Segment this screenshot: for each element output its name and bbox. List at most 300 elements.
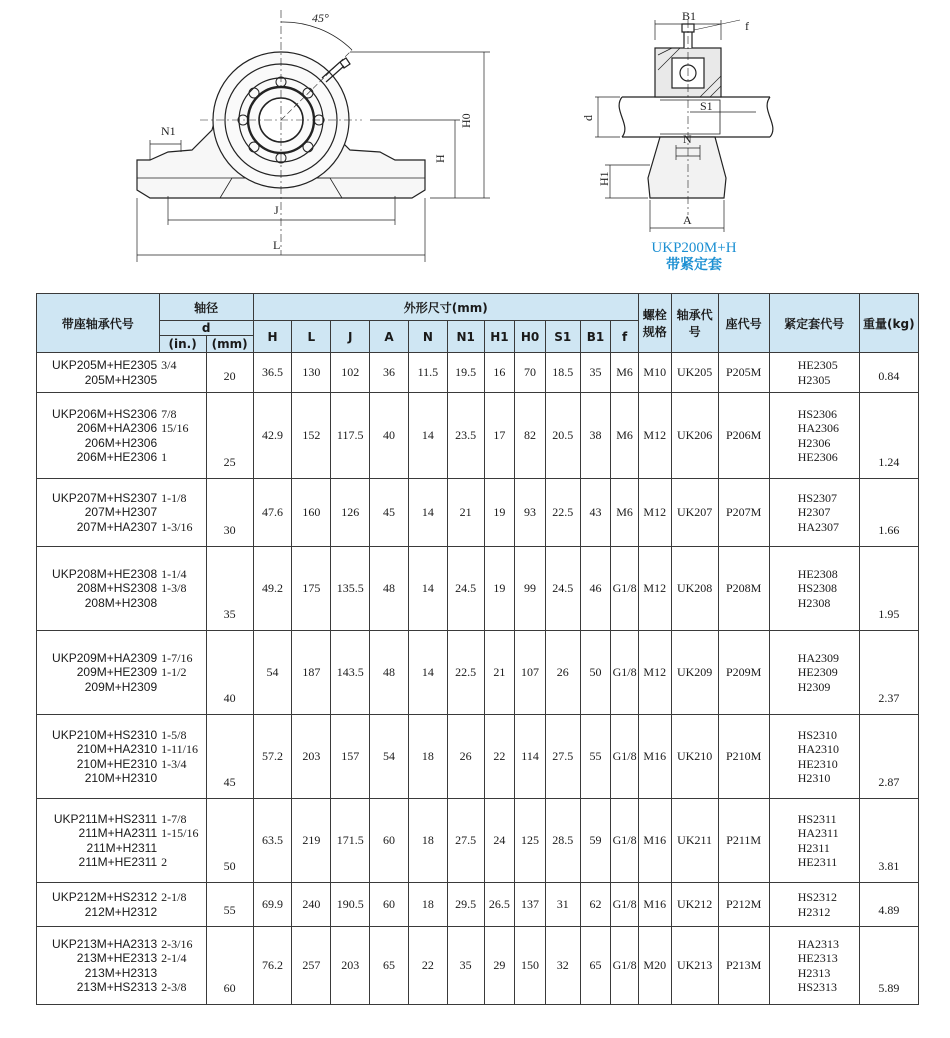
dim-b1: 43 (580, 479, 611, 547)
dim-n1: 26 (447, 715, 484, 799)
angle-label: 45° (312, 11, 329, 25)
model-code: 207M+HA2307 (76, 519, 158, 534)
model-cell (37, 715, 160, 799)
bearing-cell: UK208 (671, 547, 718, 631)
model-code: 210M+HE2310 (76, 756, 158, 771)
model-cell (37, 353, 160, 393)
dim-n: 18 (408, 715, 447, 799)
dim-j: 135.5 (331, 547, 370, 631)
inch-size (161, 771, 206, 786)
dim-n1: 19.5 (447, 353, 484, 393)
sleeve-code: H2305 (797, 372, 831, 387)
dim-j: 143.5 (331, 631, 370, 715)
dim-h1: 19 (484, 547, 515, 631)
label-h: H (433, 154, 447, 163)
side-view-drawing (595, 20, 773, 232)
dim-a: 36 (370, 353, 409, 393)
dim-b1: 35 (580, 353, 611, 393)
dim-n: 11.5 (408, 353, 447, 393)
weight-cell: 2.87 (859, 715, 918, 799)
sleeve-code: H2306 (797, 435, 831, 450)
header-col-n1: N1 (447, 321, 484, 353)
inch-size: 2-1/8 (161, 890, 187, 904)
model-cell (37, 479, 160, 547)
sleeve-code: HA2310 (797, 742, 840, 756)
dim-h: 63.5 (253, 799, 292, 883)
sleeve-code: HE2305 (797, 358, 838, 372)
inch-size: 1 (161, 450, 168, 464)
sleeve-cell (769, 715, 859, 799)
dim-h: 42.9 (253, 393, 292, 479)
header-col-h0: H0 (515, 321, 546, 353)
label-n: N (683, 132, 692, 146)
dim-h1: 21 (484, 631, 515, 715)
sleeve-code: HS2308 (797, 581, 838, 596)
model-code: UKP211M+HS2311 (53, 811, 158, 826)
model-code: UKP208M+HE2308 (52, 566, 158, 581)
label-h0: H0 (459, 113, 473, 128)
dim-s1: 22.5 (545, 479, 580, 547)
bolt-cell: M16 (638, 799, 671, 883)
sleeve-code: H2309 (797, 679, 831, 694)
bolt-cell: M16 (638, 715, 671, 799)
dim-h0: 125 (515, 799, 546, 883)
dim-h0: 93 (515, 479, 546, 547)
mm-cell: 60 (206, 927, 253, 1005)
label-j: J (274, 203, 279, 217)
label-a: A (683, 213, 692, 227)
table-row (37, 547, 919, 631)
sleeve-cell (769, 927, 859, 1005)
dim-a: 60 (370, 883, 409, 927)
inch-size: 1-3/16 (161, 519, 193, 534)
dim-b1: 65 (580, 927, 611, 1005)
dim-h0: 70 (515, 353, 546, 393)
sleeve-code: H2308 (797, 595, 831, 610)
header-col-f: f (611, 321, 639, 353)
header-housing: 座代号 (718, 294, 769, 353)
sleeve-code: H2307 (797, 505, 831, 520)
dim-b1: 55 (580, 715, 611, 799)
sleeve-code: H2311 (797, 840, 830, 855)
caption-model: UKP200M+H (651, 240, 737, 256)
dim-f: G1/8 (611, 799, 639, 883)
model-cell (37, 799, 160, 883)
inch-size: 1-7/16 (161, 650, 193, 665)
header-dims: 外形尺寸(mm) (253, 294, 638, 321)
housing-cell: P213M (718, 927, 769, 1005)
model-code: 210M+HA2310 (76, 742, 158, 756)
mm-cell: 45 (206, 715, 253, 799)
housing-cell: P210M (718, 715, 769, 799)
model-code: 206M+H2306 (84, 435, 158, 450)
sleeve-cell (769, 393, 859, 479)
sleeve-code: HE2308 (797, 566, 838, 581)
sleeve-code: HA2311 (797, 826, 839, 840)
weight-cell: 0.84 (859, 353, 918, 393)
sleeve-cell (769, 479, 859, 547)
housing-cell: P205M (718, 353, 769, 393)
model-code: 209M+H2309 (84, 679, 158, 694)
dim-j: 171.5 (331, 799, 370, 883)
dim-h1: 17 (484, 393, 515, 479)
mm-cell: 35 (206, 547, 253, 631)
dim-a: 48 (370, 631, 409, 715)
label-n1: N1 (161, 124, 176, 138)
dim-l: 219 (292, 799, 331, 883)
dim-l: 257 (292, 927, 331, 1005)
table-row (37, 479, 919, 547)
sleeve-code: H2310 (797, 771, 831, 785)
inch-cell (159, 799, 206, 883)
housing-cell: P211M (718, 799, 769, 883)
sleeve-code: HE2309 (797, 665, 838, 680)
dim-h1: 22 (484, 715, 515, 799)
inch-cell (159, 393, 206, 479)
inch-size (161, 373, 206, 388)
dim-n1: 27.5 (447, 799, 484, 883)
sleeve-code: HS2311 (797, 811, 837, 826)
sleeve-code: H2313 (797, 965, 831, 980)
dim-h: 69.9 (253, 883, 292, 927)
sleeve-code: HS2307 (797, 490, 838, 505)
dim-n: 18 (408, 799, 447, 883)
inch-size (161, 436, 206, 451)
inch-cell (159, 479, 206, 547)
dim-n: 22 (408, 927, 447, 1005)
dim-h: 36.5 (253, 353, 292, 393)
dim-h1: 19 (484, 479, 515, 547)
header-col-l: L (292, 321, 331, 353)
mm-cell: 25 (206, 393, 253, 479)
model-code: UKP213M+HA2313 (52, 936, 158, 951)
sleeve-code: HA2309 (797, 650, 840, 665)
dim-a: 54 (370, 715, 409, 799)
inch-size (161, 596, 206, 611)
dim-j: 157 (331, 715, 370, 799)
weight-cell: 2.37 (859, 631, 918, 715)
sleeve-code: HS2306 (797, 406, 838, 421)
header-col-h: H (253, 321, 292, 353)
label-f: f (745, 19, 749, 33)
sleeve-cell (769, 353, 859, 393)
inch-cell (159, 547, 206, 631)
dim-a: 45 (370, 479, 409, 547)
dim-b1: 38 (580, 393, 611, 479)
dim-n: 14 (408, 631, 447, 715)
dim-h: 54 (253, 631, 292, 715)
dim-b1: 50 (580, 631, 611, 715)
dim-l: 240 (292, 883, 331, 927)
sleeve-code: HA2306 (797, 421, 840, 435)
dim-j: 126 (331, 479, 370, 547)
mm-cell: 20 (206, 353, 253, 393)
model-code: UKP207M+HS2307 (52, 490, 158, 505)
mm-cell: 40 (206, 631, 253, 715)
dim-f: G1/8 (611, 631, 639, 715)
bolt-cell: M12 (638, 479, 671, 547)
inch-size: 1-1/2 (161, 665, 187, 680)
model-code: 213M+HE2313 (76, 951, 158, 965)
inch-size: 15/16 (161, 421, 189, 435)
model-cell (37, 927, 160, 1005)
inch-size: 3/4 (161, 358, 177, 372)
table-row (37, 883, 919, 927)
dim-s1: 24.5 (545, 547, 580, 631)
spec-table-body (37, 353, 919, 1005)
inch-cell (159, 883, 206, 927)
model-code: 211M+HE2311 (78, 855, 158, 869)
dim-n: 18 (408, 883, 447, 927)
dim-f: M6 (611, 353, 639, 393)
spec-table (36, 293, 919, 1005)
dim-l: 130 (292, 353, 331, 393)
sleeve-code: HA2307 (797, 519, 840, 534)
inch-size: 1-7/8 (161, 811, 187, 826)
dim-n1: 29.5 (447, 883, 484, 927)
weight-cell: 3.81 (859, 799, 918, 883)
housing-cell: P212M (718, 883, 769, 927)
front-view-drawing (137, 10, 490, 262)
inch-size: 1-1/4 (161, 566, 187, 581)
dim-l: 160 (292, 479, 331, 547)
bolt-cell: M12 (638, 393, 671, 479)
dim-h0: 82 (515, 393, 546, 479)
dim-f: G1/8 (611, 547, 639, 631)
bolt-cell: M12 (638, 547, 671, 631)
inch-size (161, 905, 206, 920)
inch-size: 2 (161, 855, 168, 869)
dim-a: 40 (370, 393, 409, 479)
dim-f: M6 (611, 393, 639, 479)
dim-h0: 137 (515, 883, 546, 927)
sleeve-code: HS2310 (797, 727, 838, 742)
dim-j: 203 (331, 927, 370, 1005)
header-bolt: 螺栓规格 (638, 294, 671, 353)
inch-cell (159, 353, 206, 393)
sleeve-code: HE2311 (797, 855, 838, 869)
header-col-b1: B1 (580, 321, 611, 353)
header-weight: 重量(kg) (859, 294, 918, 353)
inch-cell (159, 715, 206, 799)
header-bearing: 轴承代号 (671, 294, 718, 353)
weight-cell: 1.66 (859, 479, 918, 547)
model-code: 206M+HE2306 (76, 450, 158, 464)
model-code: 206M+HA2306 (76, 421, 158, 435)
label-h1: H1 (597, 171, 611, 186)
dim-n1: 21 (447, 479, 484, 547)
dim-s1: 26 (545, 631, 580, 715)
sleeve-cell (769, 547, 859, 631)
dim-h1: 29 (484, 927, 515, 1005)
housing-cell: P206M (718, 393, 769, 479)
dim-f: M6 (611, 479, 639, 547)
inch-size: 1-3/4 (161, 756, 187, 771)
sleeve-cell (769, 883, 859, 927)
dim-n: 14 (408, 393, 447, 479)
inch-size: 1-1/8 (161, 490, 187, 505)
model-code: 213M+HS2313 (76, 980, 158, 994)
bearing-cell: UK209 (671, 631, 718, 715)
inch-size (161, 680, 206, 695)
inch-size (161, 841, 206, 856)
dim-j: 117.5 (331, 393, 370, 479)
dim-h: 76.2 (253, 927, 292, 1005)
dim-h: 49.2 (253, 547, 292, 631)
model-code: 211M+HA2311 (78, 826, 158, 840)
label-d: d (581, 115, 595, 121)
header-col-a: A (370, 321, 409, 353)
model-code: 208M+H2308 (84, 595, 158, 610)
sleeve-cell (769, 631, 859, 715)
dim-h: 57.2 (253, 715, 292, 799)
header-model: 带座轴承代号 (37, 294, 160, 353)
sleeve-code: HE2313 (797, 951, 838, 965)
bearing-cell: UK206 (671, 393, 718, 479)
dim-h1: 16 (484, 353, 515, 393)
dim-b1: 62 (580, 883, 611, 927)
technical-drawings (0, 0, 950, 285)
dim-s1: 18.5 (545, 353, 580, 393)
model-code: UKP210M+HS2310 (52, 727, 158, 742)
model-code: UKP205M+HE2305 (52, 358, 158, 372)
bearing-cell: UK207 (671, 479, 718, 547)
model-code: UKP206M+HS2306 (52, 406, 158, 421)
inch-size: 1-15/16 (161, 826, 199, 840)
bearing-cell: UK211 (671, 799, 718, 883)
inch-size (161, 966, 206, 981)
model-code: UKP209M+HA2309 (52, 650, 158, 665)
label-s1: S1 (700, 99, 713, 113)
bearing-cell: UK212 (671, 883, 718, 927)
model-code: 205M+H2305 (84, 372, 158, 387)
inch-size: 2-3/8 (161, 980, 187, 994)
dim-n1: 24.5 (447, 547, 484, 631)
dim-a: 48 (370, 547, 409, 631)
dim-l: 187 (292, 631, 331, 715)
model-cell (37, 631, 160, 715)
dim-l: 152 (292, 393, 331, 479)
dim-a: 65 (370, 927, 409, 1005)
inch-cell (159, 631, 206, 715)
model-code: 211M+H2311 (86, 840, 158, 855)
weight-cell: 1.95 (859, 547, 918, 631)
caption-description: 带紧定套 (666, 257, 722, 273)
dim-j: 190.5 (331, 883, 370, 927)
bearing-cell: UK213 (671, 927, 718, 1005)
dim-n1: 23.5 (447, 393, 484, 479)
dim-l: 203 (292, 715, 331, 799)
weight-cell: 4.89 (859, 883, 918, 927)
model-code: 208M+HS2308 (76, 581, 158, 596)
header-col-s1: S1 (545, 321, 580, 353)
housing-cell: P209M (718, 631, 769, 715)
dim-f: G1/8 (611, 715, 639, 799)
bolt-cell: M10 (638, 353, 671, 393)
sleeve-code: HS2313 (797, 980, 838, 994)
drawing-caption (624, 240, 764, 274)
dim-a: 60 (370, 799, 409, 883)
bolt-cell: M20 (638, 927, 671, 1005)
dim-h0: 99 (515, 547, 546, 631)
sleeve-code: H2312 (797, 904, 831, 919)
header-d: d (159, 321, 253, 336)
dim-b1: 59 (580, 799, 611, 883)
header-col-n: N (408, 321, 447, 353)
weight-cell: 1.24 (859, 393, 918, 479)
sleeve-cell (769, 799, 859, 883)
housing-cell: P207M (718, 479, 769, 547)
inch-cell (159, 927, 206, 1005)
inch-size: 1-3/8 (161, 581, 187, 596)
weight-cell: 5.89 (859, 927, 918, 1005)
dim-f: G1/8 (611, 883, 639, 927)
inch-size: 2-3/16 (161, 936, 193, 951)
dim-h0: 150 (515, 927, 546, 1005)
model-code: UKP212M+HS2312 (52, 890, 158, 904)
model-cell (37, 883, 160, 927)
sleeve-code: HE2306 (797, 450, 838, 464)
header-col-j: J (331, 321, 370, 353)
label-l: L (273, 238, 281, 252)
table-row (37, 631, 919, 715)
dim-n1: 22.5 (447, 631, 484, 715)
header-mm: (mm) (206, 336, 253, 353)
dim-f: G1/8 (611, 927, 639, 1005)
dim-h0: 114 (515, 715, 546, 799)
sleeve-code: HE2310 (797, 756, 838, 771)
model-code: 213M+H2313 (84, 965, 158, 980)
table-row (37, 715, 919, 799)
dim-h1: 24 (484, 799, 515, 883)
table-row (37, 353, 919, 393)
inch-size: 2-1/4 (161, 951, 187, 965)
dim-s1: 28.5 (545, 799, 580, 883)
dim-s1: 32 (545, 927, 580, 1005)
header-sleeve: 紧定套代号 (769, 294, 859, 353)
header-shaft: 轴径 (159, 294, 253, 321)
model-cell (37, 393, 160, 479)
mm-cell: 50 (206, 799, 253, 883)
dim-h0: 107 (515, 631, 546, 715)
model-cell (37, 547, 160, 631)
sleeve-code: HS2312 (797, 890, 838, 904)
inch-size: 1-5/8 (161, 727, 187, 742)
dim-n: 14 (408, 479, 447, 547)
dim-s1: 20.5 (545, 393, 580, 479)
model-code: 209M+HE2309 (76, 665, 158, 680)
header-inch: (in.) (159, 336, 206, 353)
mm-cell: 30 (206, 479, 253, 547)
inch-size: 1-11/16 (161, 742, 199, 756)
model-code: 207M+H2307 (84, 505, 158, 520)
table-row (37, 393, 919, 479)
table-row (37, 927, 919, 1005)
header-col-h1: H1 (484, 321, 515, 353)
dim-s1: 31 (545, 883, 580, 927)
housing-cell: P208M (718, 547, 769, 631)
dim-n: 14 (408, 547, 447, 631)
bolt-cell: M16 (638, 883, 671, 927)
bearing-cell: UK210 (671, 715, 718, 799)
dim-n1: 35 (447, 927, 484, 1005)
bolt-cell: M12 (638, 631, 671, 715)
dim-h: 47.6 (253, 479, 292, 547)
sleeve-code: HA2313 (797, 936, 840, 951)
dim-b1: 46 (580, 547, 611, 631)
dim-h1: 26.5 (484, 883, 515, 927)
model-code: 212M+H2312 (84, 904, 158, 919)
